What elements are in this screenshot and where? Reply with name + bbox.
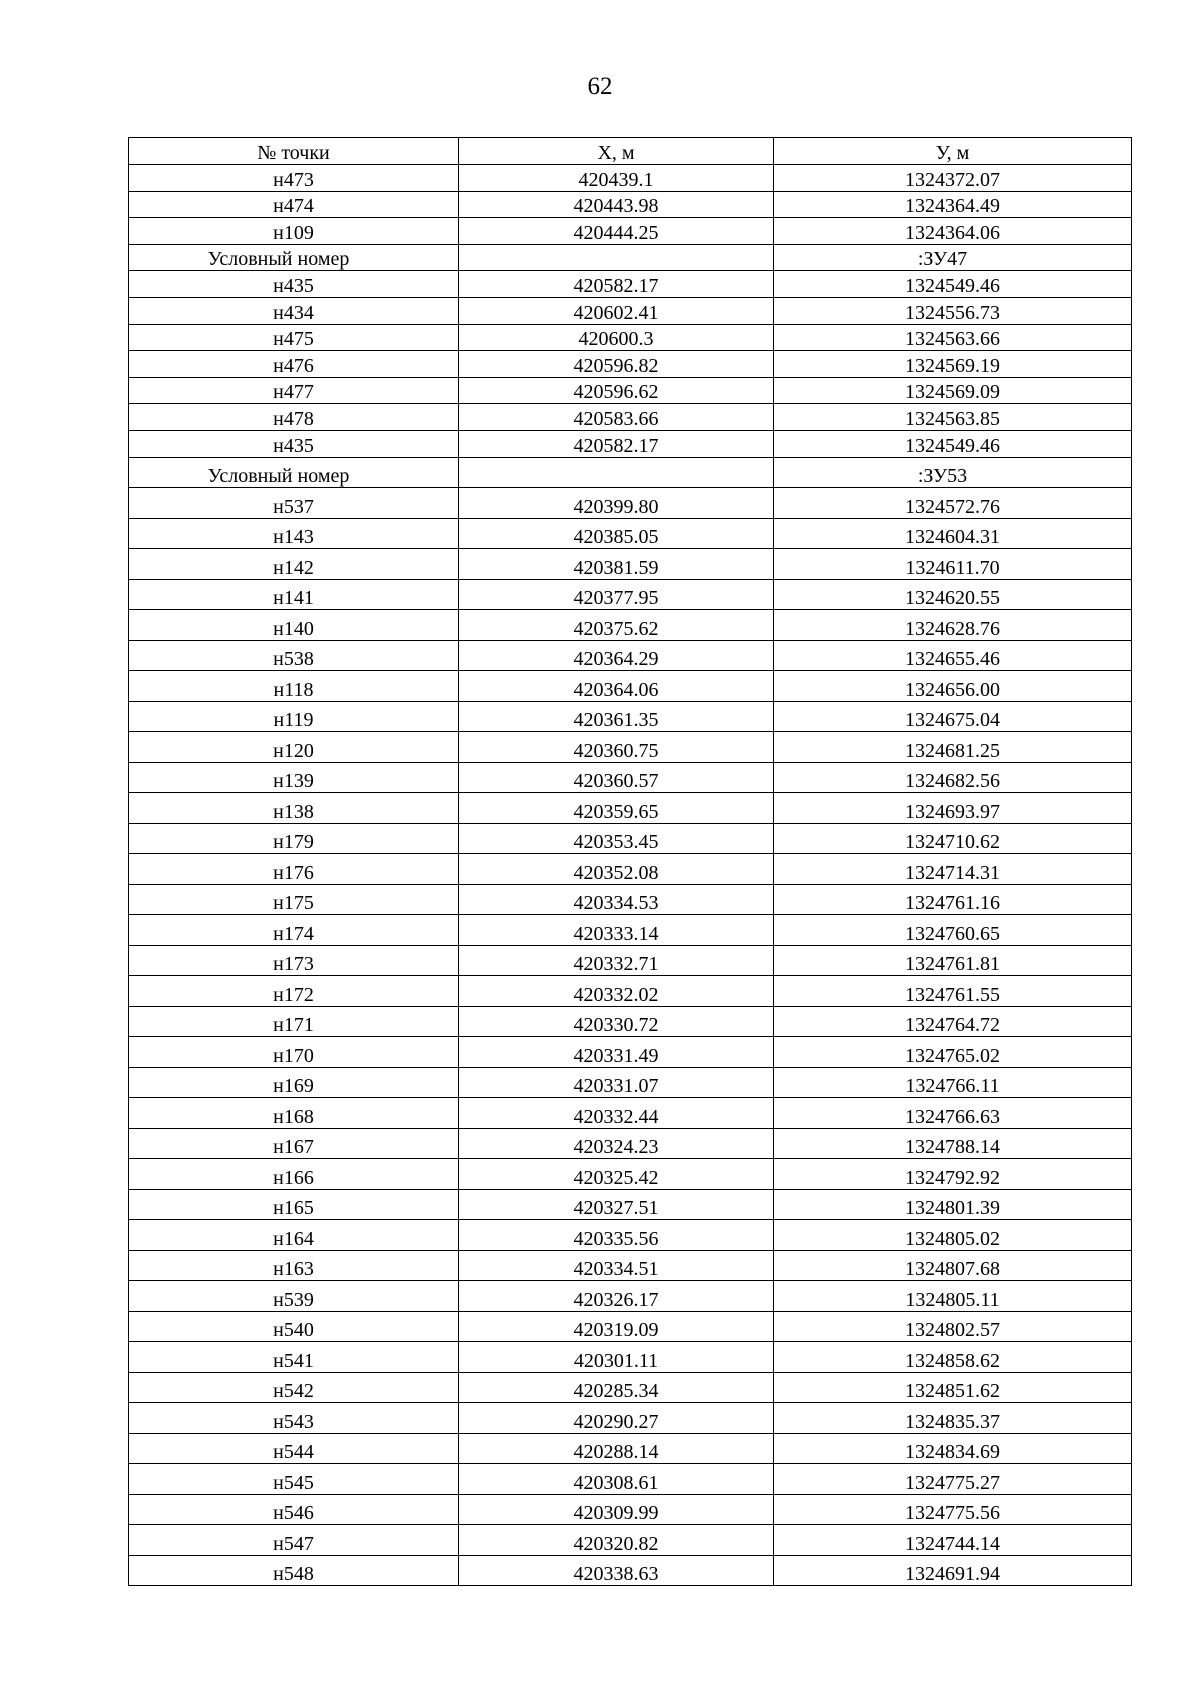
x-coordinate-cell: 420602.41 [459,297,774,324]
x-coordinate-cell: 420439.1 [459,165,774,192]
y-coordinate-cell: 1324714.31 [774,854,1132,885]
table-row [129,1128,1132,1159]
point-number-cell: н542 [129,1372,459,1403]
x-coordinate-cell: 420333.14 [459,915,774,946]
point-number-cell: н140 [129,610,459,641]
table-row [129,191,1132,218]
point-number-cell: н164 [129,1220,459,1251]
point-number-cell: н537 [129,488,459,519]
conditional-number-value: :ЗУ47 [774,244,1132,271]
x-coordinate-cell: 420288.14 [459,1433,774,1464]
table-row [129,701,1132,732]
table-row [129,218,1132,245]
table-row [129,1372,1132,1403]
x-coordinate-cell: 420444.25 [459,218,774,245]
point-number-cell: н166 [129,1159,459,1190]
point-number-cell: н138 [129,793,459,824]
x-coordinate-cell: 420331.07 [459,1067,774,1098]
table-row [129,915,1132,946]
table-row [129,976,1132,1007]
y-coordinate-cell: 1324766.63 [774,1098,1132,1129]
x-coordinate-cell: 420335.56 [459,1220,774,1251]
y-coordinate-cell: 1324563.85 [774,404,1132,431]
conditional-number-value: :ЗУ53 [774,457,1132,488]
x-coordinate-cell: 420582.17 [459,271,774,298]
x-coordinate-cell: 420381.59 [459,549,774,580]
point-number-cell: н540 [129,1311,459,1342]
table-body [129,165,1132,1586]
table-row [129,324,1132,351]
table-row [129,1250,1132,1281]
x-coordinate-cell: 420596.82 [459,351,774,378]
y-coordinate-cell: 1324569.19 [774,351,1132,378]
table-row [129,518,1132,549]
x-coordinate-cell: 420285.34 [459,1372,774,1403]
point-number-cell: н172 [129,976,459,1007]
x-coordinate-cell: 420385.05 [459,518,774,549]
point-number-cell: н175 [129,884,459,915]
table-row [129,1342,1132,1373]
point-number-cell: н547 [129,1525,459,1556]
point-number-cell: н142 [129,549,459,580]
y-coordinate-cell: 1324835.37 [774,1403,1132,1434]
table-row [129,945,1132,976]
table-row [129,793,1132,824]
table-row [129,1464,1132,1495]
y-coordinate-cell: 1324556.73 [774,297,1132,324]
table-row [129,1067,1132,1098]
point-number-cell: н141 [129,579,459,610]
y-coordinate-cell: 1324364.49 [774,191,1132,218]
coordinates-table [128,137,1132,1586]
x-coordinate-cell: 420301.11 [459,1342,774,1373]
point-number-cell: н139 [129,762,459,793]
point-number-cell: н475 [129,324,459,351]
table-row [129,297,1132,324]
x-coordinate-cell: 420596.62 [459,377,774,404]
point-number-cell: н118 [129,671,459,702]
point-number-cell: н473 [129,165,459,192]
table-row [129,1403,1132,1434]
table-row [129,1098,1132,1129]
point-number-cell: н176 [129,854,459,885]
y-coordinate-cell: 1324572.76 [774,488,1132,519]
point-number-cell: н170 [129,1037,459,1068]
y-coordinate-cell: 1324691.94 [774,1555,1132,1586]
y-coordinate-cell: 1324807.68 [774,1250,1132,1281]
y-coordinate-cell: 1324693.97 [774,793,1132,824]
x-coordinate-cell: 420324.23 [459,1128,774,1159]
y-coordinate-cell: 1324364.06 [774,218,1132,245]
table-row [129,1494,1132,1525]
y-coordinate-cell: 1324775.56 [774,1494,1132,1525]
table-row [129,271,1132,298]
table-row [129,671,1132,702]
header-point-number: № точки [129,138,459,165]
table-row [129,1220,1132,1251]
x-coordinate-cell: 420332.71 [459,945,774,976]
point-number-cell: н179 [129,823,459,854]
table-row [129,854,1132,885]
x-coordinate-cell: 420375.62 [459,610,774,641]
x-coordinate-cell: 420308.61 [459,1464,774,1495]
point-number-cell: н169 [129,1067,459,1098]
point-number-cell: н548 [129,1555,459,1586]
y-coordinate-cell: 1324805.11 [774,1281,1132,1312]
table-row [129,1311,1132,1342]
point-number-cell: н168 [129,1098,459,1129]
point-number-cell: н539 [129,1281,459,1312]
table-row [129,1189,1132,1220]
y-coordinate-cell: 1324761.55 [774,976,1132,1007]
y-coordinate-cell: 1324604.31 [774,518,1132,549]
y-coordinate-cell: 1324801.39 [774,1189,1132,1220]
y-coordinate-cell: 1324628.76 [774,610,1132,641]
x-coordinate-cell: 420327.51 [459,1189,774,1220]
y-coordinate-cell: 1324549.46 [774,271,1132,298]
y-coordinate-cell: 1324675.04 [774,701,1132,732]
table-row [129,1006,1132,1037]
y-coordinate-cell: 1324760.65 [774,915,1132,946]
table-row [129,823,1132,854]
x-coordinate-cell: 420325.42 [459,1159,774,1190]
y-coordinate-cell: 1324620.55 [774,579,1132,610]
table-group-row [129,457,1132,488]
point-number-cell: н546 [129,1494,459,1525]
point-number-cell: н109 [129,218,459,245]
point-number-cell: н543 [129,1403,459,1434]
point-number-cell: н143 [129,518,459,549]
header-y-coordinate: У, м [774,138,1132,165]
point-number-cell: н171 [129,1006,459,1037]
x-coordinate-cell: 420334.53 [459,884,774,915]
y-coordinate-cell: 1324372.07 [774,165,1132,192]
table-group-row [129,244,1132,271]
y-coordinate-cell: 1324788.14 [774,1128,1132,1159]
y-coordinate-cell: 1324851.62 [774,1372,1132,1403]
empty-cell [459,244,774,271]
table-row [129,1281,1132,1312]
y-coordinate-cell: 1324761.16 [774,884,1132,915]
table-row [129,884,1132,915]
y-coordinate-cell: 1324775.27 [774,1464,1132,1495]
y-coordinate-cell: 1324744.14 [774,1525,1132,1556]
x-coordinate-cell: 420377.95 [459,579,774,610]
y-coordinate-cell: 1324611.70 [774,549,1132,580]
table-row [129,732,1132,763]
point-number-cell: н545 [129,1464,459,1495]
x-coordinate-cell: 420443.98 [459,191,774,218]
x-coordinate-cell: 420320.82 [459,1525,774,1556]
x-coordinate-cell: 420309.99 [459,1494,774,1525]
x-coordinate-cell: 420583.66 [459,404,774,431]
y-coordinate-cell: 1324858.62 [774,1342,1132,1373]
y-coordinate-cell: 1324805.02 [774,1220,1132,1251]
y-coordinate-cell: 1324563.66 [774,324,1132,351]
point-number-cell: н434 [129,297,459,324]
y-coordinate-cell: 1324792.92 [774,1159,1132,1190]
table-row [129,377,1132,404]
x-coordinate-cell: 420334.51 [459,1250,774,1281]
point-number-cell: н435 [129,271,459,298]
x-coordinate-cell: 420338.63 [459,1555,774,1586]
x-coordinate-cell: 420364.29 [459,640,774,671]
x-coordinate-cell: 420600.3 [459,324,774,351]
point-number-cell: н476 [129,351,459,378]
x-coordinate-cell: 420361.35 [459,701,774,732]
point-number-cell: н541 [129,1342,459,1373]
table-row [129,1037,1132,1068]
table-row [129,165,1132,192]
table-row [129,404,1132,431]
point-number-cell: н544 [129,1433,459,1464]
table-row [129,1159,1132,1190]
table-row [129,430,1132,457]
point-number-cell: н167 [129,1128,459,1159]
x-coordinate-cell: 420399.80 [459,488,774,519]
table-row [129,1555,1132,1586]
y-coordinate-cell: 1324802.57 [774,1311,1132,1342]
table-row [129,640,1132,671]
point-number-cell: н435 [129,430,459,457]
y-coordinate-cell: 1324682.56 [774,762,1132,793]
y-coordinate-cell: 1324766.11 [774,1067,1132,1098]
x-coordinate-cell: 420352.08 [459,854,774,885]
x-coordinate-cell: 420360.75 [459,732,774,763]
y-coordinate-cell: 1324681.25 [774,732,1132,763]
x-coordinate-cell: 420330.72 [459,1006,774,1037]
table-row [129,1525,1132,1556]
y-coordinate-cell: 1324656.00 [774,671,1132,702]
page-number: 62 [587,73,613,100]
table-row [129,579,1132,610]
point-number-cell: н120 [129,732,459,763]
y-coordinate-cell: 1324569.09 [774,377,1132,404]
x-coordinate-cell: 420290.27 [459,1403,774,1434]
y-coordinate-cell: 1324549.46 [774,430,1132,457]
table-row [129,488,1132,519]
point-number-cell: н165 [129,1189,459,1220]
table-row [129,1433,1132,1464]
x-coordinate-cell: 420331.49 [459,1037,774,1068]
point-number-cell: н173 [129,945,459,976]
point-number-cell: н174 [129,915,459,946]
point-number-cell: н474 [129,191,459,218]
point-number-cell: н119 [129,701,459,732]
y-coordinate-cell: 1324761.81 [774,945,1132,976]
x-coordinate-cell: 420364.06 [459,671,774,702]
x-coordinate-cell: 420353.45 [459,823,774,854]
x-coordinate-cell: 420359.65 [459,793,774,824]
table-header-row [129,138,1132,165]
conditional-number-label: Условный номер [129,244,459,271]
y-coordinate-cell: 1324765.02 [774,1037,1132,1068]
x-coordinate-cell: 420582.17 [459,430,774,457]
point-number-cell: н163 [129,1250,459,1281]
conditional-number-label: Условный номер [129,457,459,488]
point-number-cell: н477 [129,377,459,404]
y-coordinate-cell: 1324710.62 [774,823,1132,854]
x-coordinate-cell: 420332.44 [459,1098,774,1129]
x-coordinate-cell: 420319.09 [459,1311,774,1342]
table-row [129,549,1132,580]
y-coordinate-cell: 1324655.46 [774,640,1132,671]
y-coordinate-cell: 1324834.69 [774,1433,1132,1464]
table-row [129,610,1132,641]
table-row [129,762,1132,793]
x-coordinate-cell: 420332.02 [459,976,774,1007]
x-coordinate-cell: 420326.17 [459,1281,774,1312]
header-x-coordinate: Х, м [459,138,774,165]
empty-cell [459,457,774,488]
point-number-cell: н538 [129,640,459,671]
y-coordinate-cell: 1324764.72 [774,1006,1132,1037]
table-row [129,351,1132,378]
x-coordinate-cell: 420360.57 [459,762,774,793]
point-number-cell: н478 [129,404,459,431]
